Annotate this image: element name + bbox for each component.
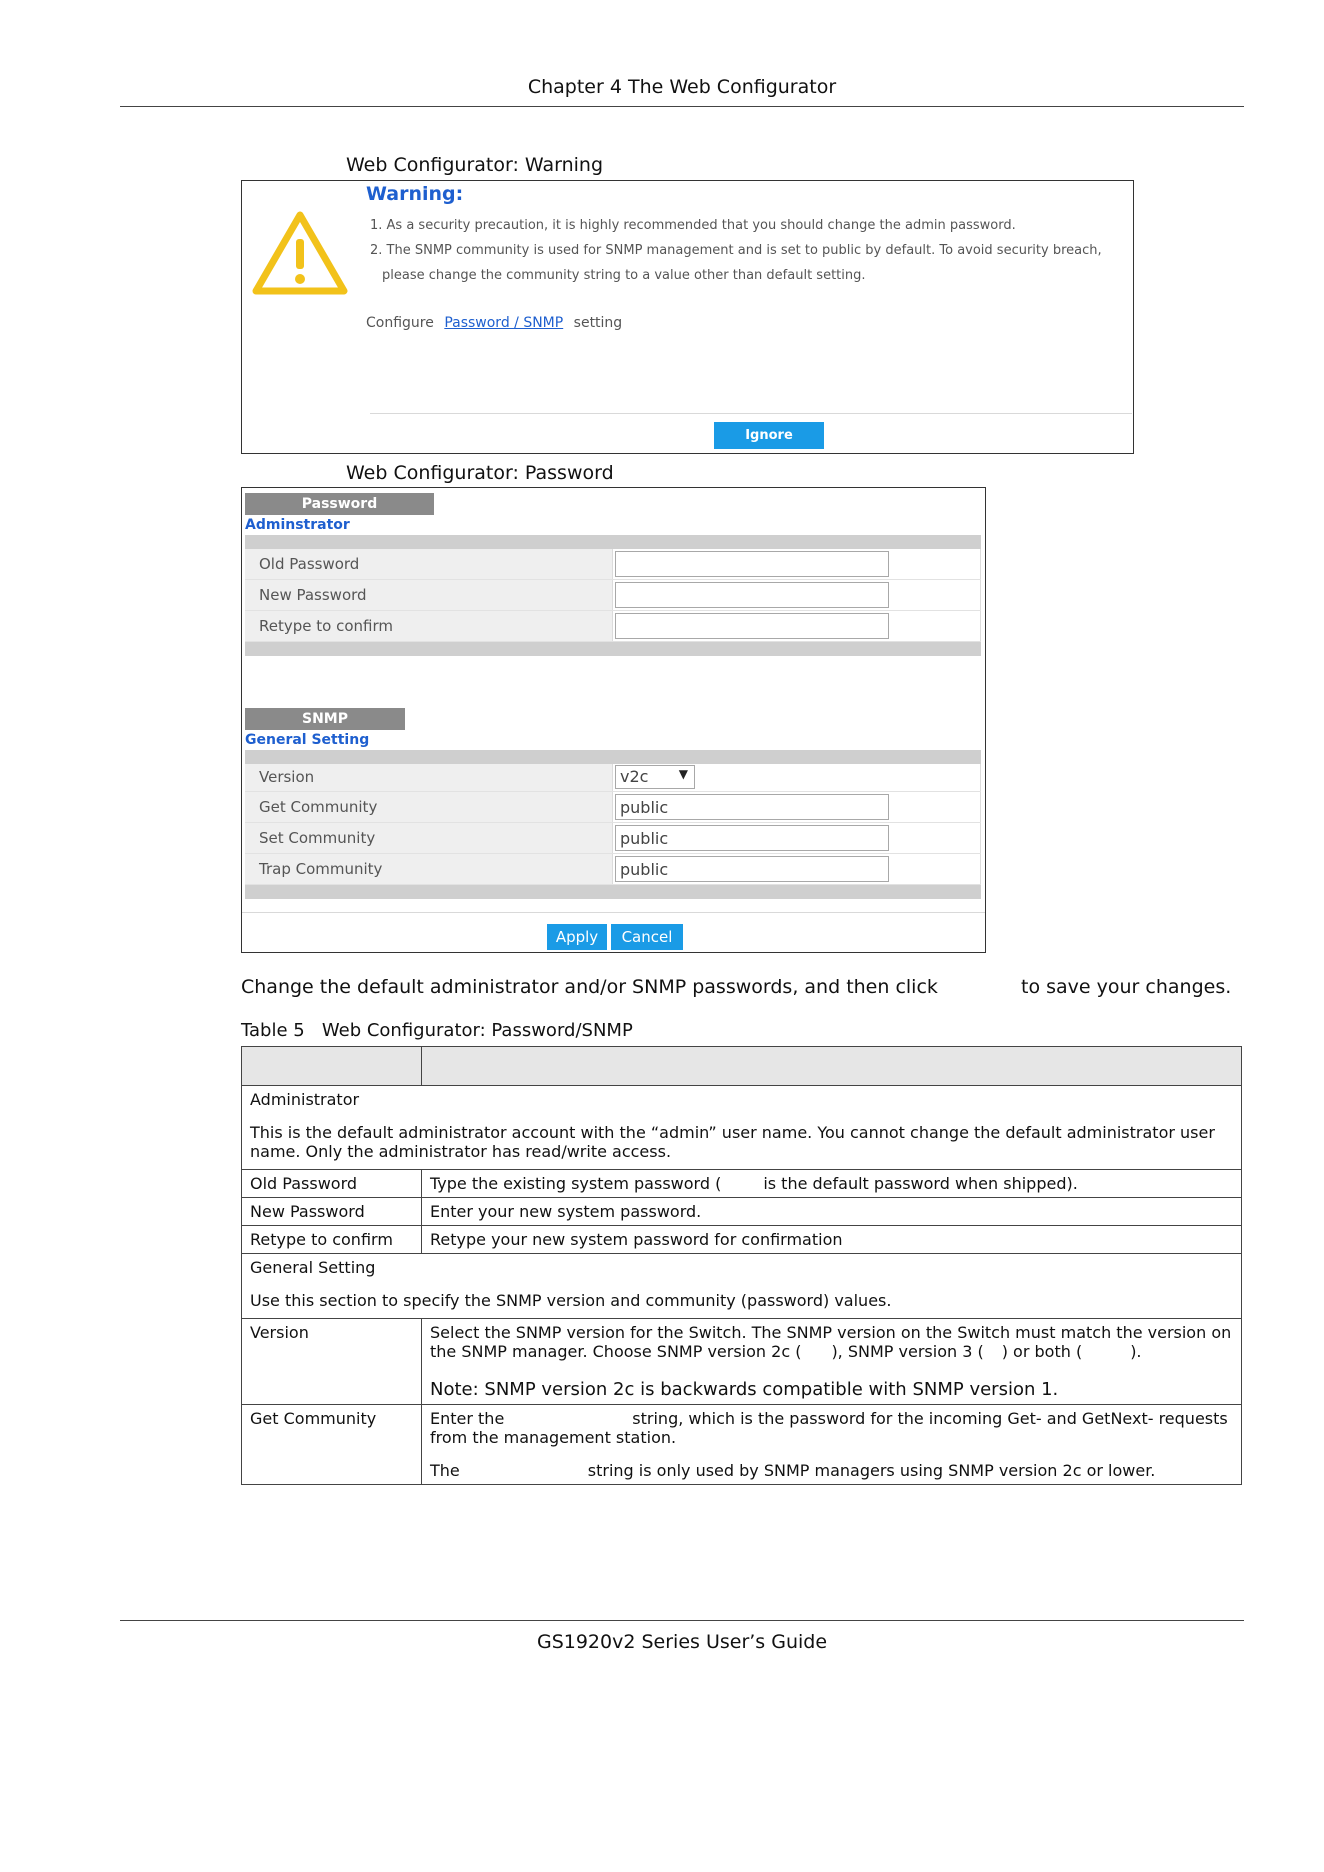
row-label: Old Password: [242, 1170, 422, 1198]
general-setting-heading: General Setting: [250, 1258, 376, 1277]
table-row: [242, 1254, 1242, 1319]
form-row-set-community: [245, 823, 981, 854]
version-value: v2c: [620, 767, 649, 786]
table-row: [242, 1170, 1242, 1198]
section-title-administrator: Adminstrator: [245, 517, 350, 533]
warning-item: 2. The SNMP community is used for SNMP management and is set to public by default. To avoid security breach,: [370, 243, 1102, 258]
table-row: [242, 1198, 1242, 1226]
row-description: Enter the string, which is the password for the incoming Get- and GetNext- requests from the management station. The string is only used by SNMP managers using SNMP version 2c or lower.: [422, 1405, 1242, 1485]
warning-item: please change the community string to a value other than default setting.: [382, 268, 866, 283]
row-label: Version: [242, 1319, 422, 1405]
cancel-button[interactable]: Cancel: [611, 924, 683, 950]
figure-caption-password: Web Configurator: Password: [346, 462, 614, 484]
trap-community-field[interactable]: public: [615, 856, 889, 882]
table-row: [242, 1226, 1242, 1254]
divider: [370, 413, 1132, 414]
configure-prefix: Configure: [366, 315, 434, 331]
trap-community-label: Trap Community: [259, 860, 383, 878]
general-setting-description: Use this section to specify the SNMP version and community (password) values.: [250, 1291, 892, 1310]
configure-suffix: setting: [573, 315, 623, 331]
guide-title: GS1920v2 Series User’s Guide: [536, 1631, 828, 1653]
get-community-field[interactable]: public: [615, 794, 889, 820]
table-row: [242, 1086, 1242, 1170]
section-bar: [245, 535, 981, 549]
form-row-version: [245, 764, 981, 792]
administrator-description: This is the default administrator account with the “admin” user name. You cannot change the default administrator user name. Only the administrator has read/write access.: [250, 1123, 1215, 1161]
row-label: New Password: [242, 1198, 422, 1226]
retype-field[interactable]: [615, 613, 889, 639]
warning-triangle-icon: [252, 211, 348, 297]
page-header: [120, 72, 1244, 107]
get-community-label: Get Community: [259, 798, 378, 816]
figure-caption-warning: Web Configurator: Warning: [346, 154, 604, 176]
row-label: Get Community: [242, 1405, 422, 1485]
new-password-label: New Password: [259, 586, 367, 604]
chapter-title: Chapter 4 The Web Configurator: [527, 76, 837, 98]
old-password-label: Old Password: [259, 555, 360, 573]
table-row: [242, 1319, 1242, 1405]
section-bar: [245, 642, 981, 656]
row-description: Enter your new system password.: [422, 1198, 1242, 1226]
retype-label: Retype to confirm: [259, 617, 393, 635]
password-snmp-table: [241, 1046, 1242, 1485]
instruction-text-part1: Change the default administrator and/or SNMP passwords, and then click: [241, 976, 938, 998]
new-password-field[interactable]: [615, 582, 889, 608]
warning-item: 1. As a security precaution, it is highly recommended that you should change the admin password.: [370, 218, 1016, 233]
section-title-general-setting: General Setting: [245, 732, 370, 748]
old-password-field[interactable]: [615, 551, 889, 577]
section-bar: [245, 885, 981, 899]
table-header-row: [242, 1047, 1242, 1086]
table-header-cell: [422, 1047, 1242, 1086]
warning-list: [370, 213, 1130, 288]
table-header-cell: [242, 1047, 422, 1086]
warning-screenshot: [241, 180, 1134, 454]
warning-title: Warning:: [366, 183, 464, 205]
form-row-trap-community: [245, 854, 981, 885]
set-community-field[interactable]: public: [615, 825, 889, 851]
administrator-heading: Administrator: [250, 1090, 360, 1109]
table-row: [242, 1405, 1242, 1485]
set-community-label: Set Community: [259, 829, 376, 847]
configure-line: [366, 315, 622, 331]
section-bar: [245, 750, 981, 764]
form-row-new-password: [245, 580, 981, 611]
apply-button[interactable]: Apply: [547, 924, 607, 950]
form-row-old-password: [245, 549, 981, 580]
divider: [242, 912, 985, 913]
form-row-retype: [245, 611, 981, 642]
row-description: Type the existing system password ( is the default password when shipped).: [422, 1170, 1242, 1198]
password-snmp-link[interactable]: Password / SNMP: [444, 315, 564, 331]
version-label: Version: [259, 768, 315, 786]
instruction-text-part2: to save your changes.: [1021, 976, 1232, 998]
ignore-button[interactable]: Ignore: [714, 422, 824, 449]
row-label: Retype to confirm: [242, 1226, 422, 1254]
page-footer: [120, 1620, 1244, 1661]
version-select[interactable]: [615, 765, 695, 789]
version-note: Note: SNMP version 2c is backwards compatible with SNMP version 1.: [430, 1379, 1059, 1400]
form-row-get-community: [245, 792, 981, 823]
tab-password[interactable]: Password: [245, 493, 434, 515]
tab-snmp[interactable]: SNMP: [245, 708, 405, 730]
dropdown-arrow-icon: ▼: [678, 767, 688, 781]
table-caption: Table 5 Web Configurator: Password/SNMP: [241, 1020, 633, 1041]
row-description: Retype your new system password for confirmation: [422, 1226, 1242, 1254]
row-description: Select the SNMP version for the Switch. The SNMP version on the Switch must match the version on the SNMP manager. Choose SNMP version 2c ( ), SNMP version 3 ( ) or both ( ). Note: SNMP version 2c is backwards compatible with SNMP version 1.: [422, 1319, 1242, 1405]
password-screenshot: [241, 487, 986, 953]
